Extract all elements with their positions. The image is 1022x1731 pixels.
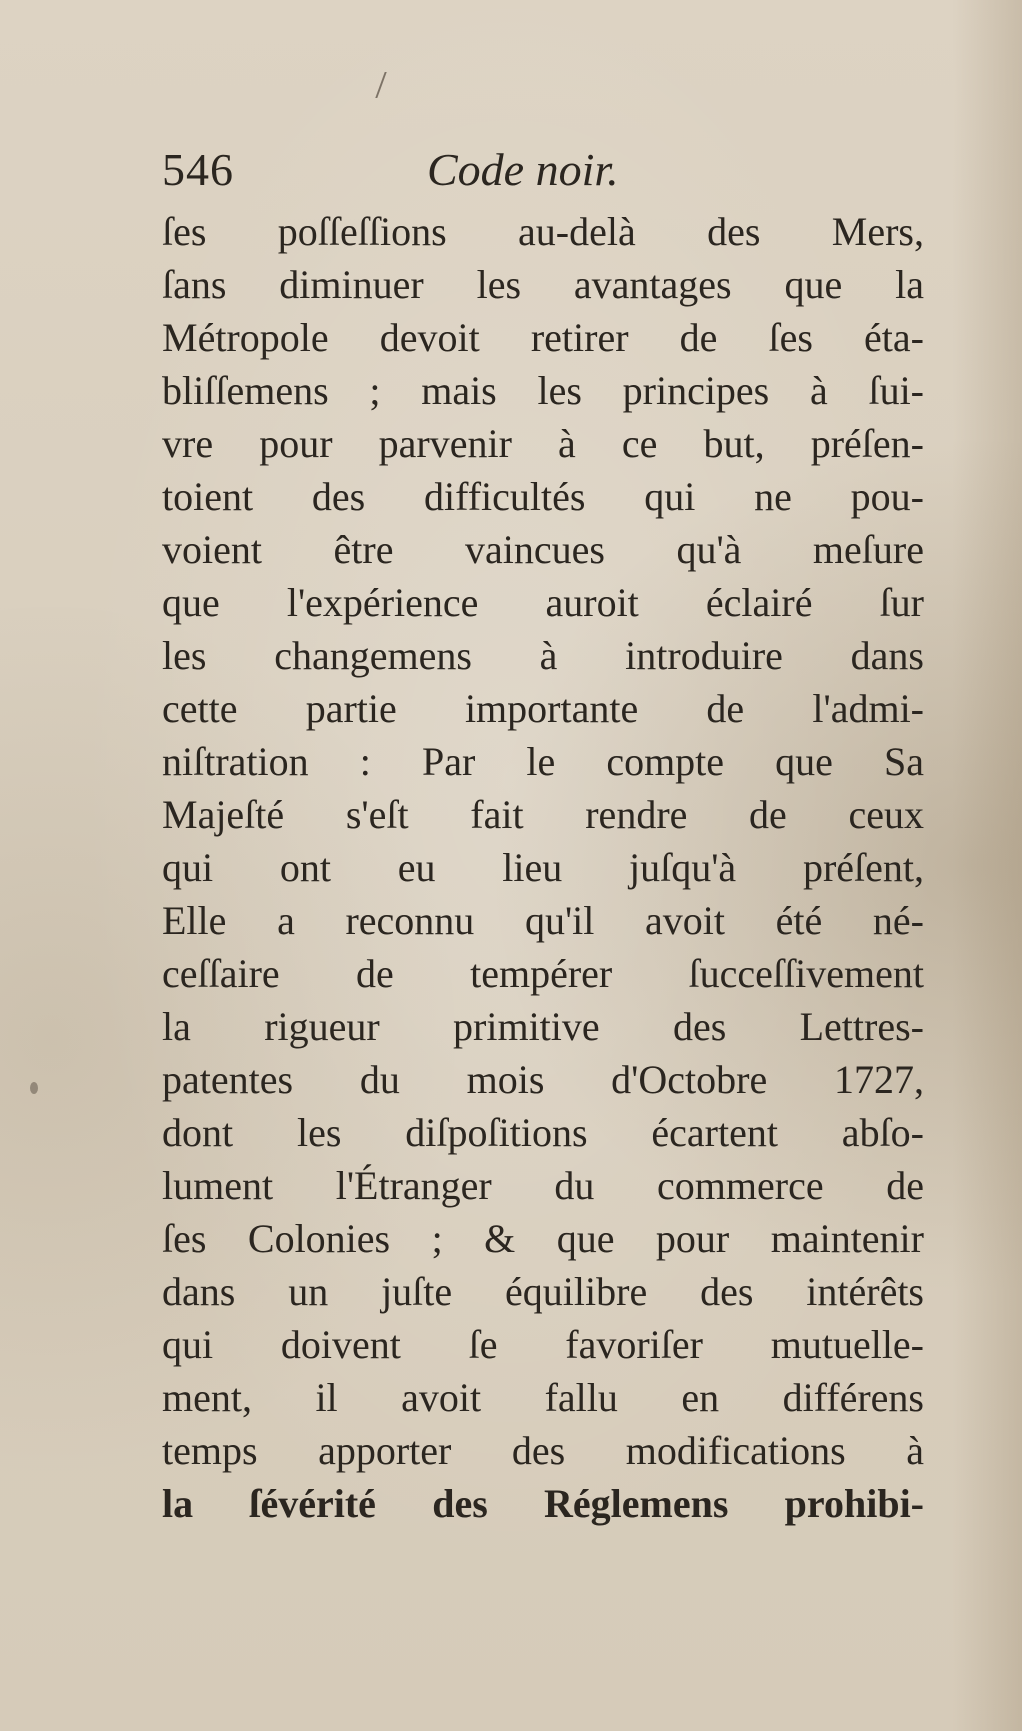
text-line: temps apporter des modifications à (162, 1428, 924, 1473)
text-line: bliſſemens ; mais les principes à ſui- (162, 368, 924, 413)
paper-spot (30, 1082, 38, 1094)
page-number: 546 (162, 144, 234, 195)
text-line: la ſévérité des Réglemens prohibi- (162, 1481, 924, 1526)
text-line: ment, il avoit fallu en différens (162, 1375, 924, 1420)
page-header (162, 140, 922, 200)
text-line: qui doivent ſe favoriſer mutuelle- (162, 1322, 924, 1367)
text-line: cette partie importante de l'admi- (162, 686, 924, 731)
text-line: dont les diſpoſitions écartent abſo- (162, 1110, 924, 1155)
text-line: ſes Colonies ; & que pour maintenir (162, 1216, 924, 1261)
text-line: qui ont eu lieu juſqu'à préſent, (162, 845, 924, 890)
text-line: Métropole devoit retirer de ſes éta- (162, 315, 924, 360)
text-line: la rigueur primitive des Lettres- (162, 1004, 924, 1049)
page-edge-shadow (952, 0, 1022, 1731)
text-line: Majeſté s'eſt fait rendre de ceux (162, 792, 924, 837)
ink-mark (365, 72, 386, 98)
running-title: Code noir. (427, 144, 619, 195)
body-text (162, 205, 924, 1530)
text-line: patentes du mois d'Octobre 1727, (162, 1057, 924, 1102)
text-line: toient des difficultés qui ne pou- (162, 474, 924, 519)
text-line: voient être vaincues qu'à meſure (162, 527, 924, 572)
text-line: dans un juſte équilibre des intérêts (162, 1269, 924, 1314)
text-line: ceſſaire de tempérer ſucceſſivement (162, 951, 924, 996)
text-line: que l'expérience auroit éclairé ſur (162, 580, 924, 625)
text-line: niſtration : Par le compte que Sa (162, 739, 924, 784)
text-line: ſes poſſeſſions au-delà des Mers, (162, 209, 924, 254)
text-line: vre pour parvenir à ce but, préſen- (162, 421, 924, 466)
text-line: lument l'Étranger du commerce de (162, 1163, 924, 1208)
text-line: les changemens à introduire dans (162, 633, 924, 678)
text-line: ſans diminuer les avantages que la (162, 262, 924, 307)
text-line: Elle a reconnu qu'il avoit été né- (162, 898, 924, 943)
